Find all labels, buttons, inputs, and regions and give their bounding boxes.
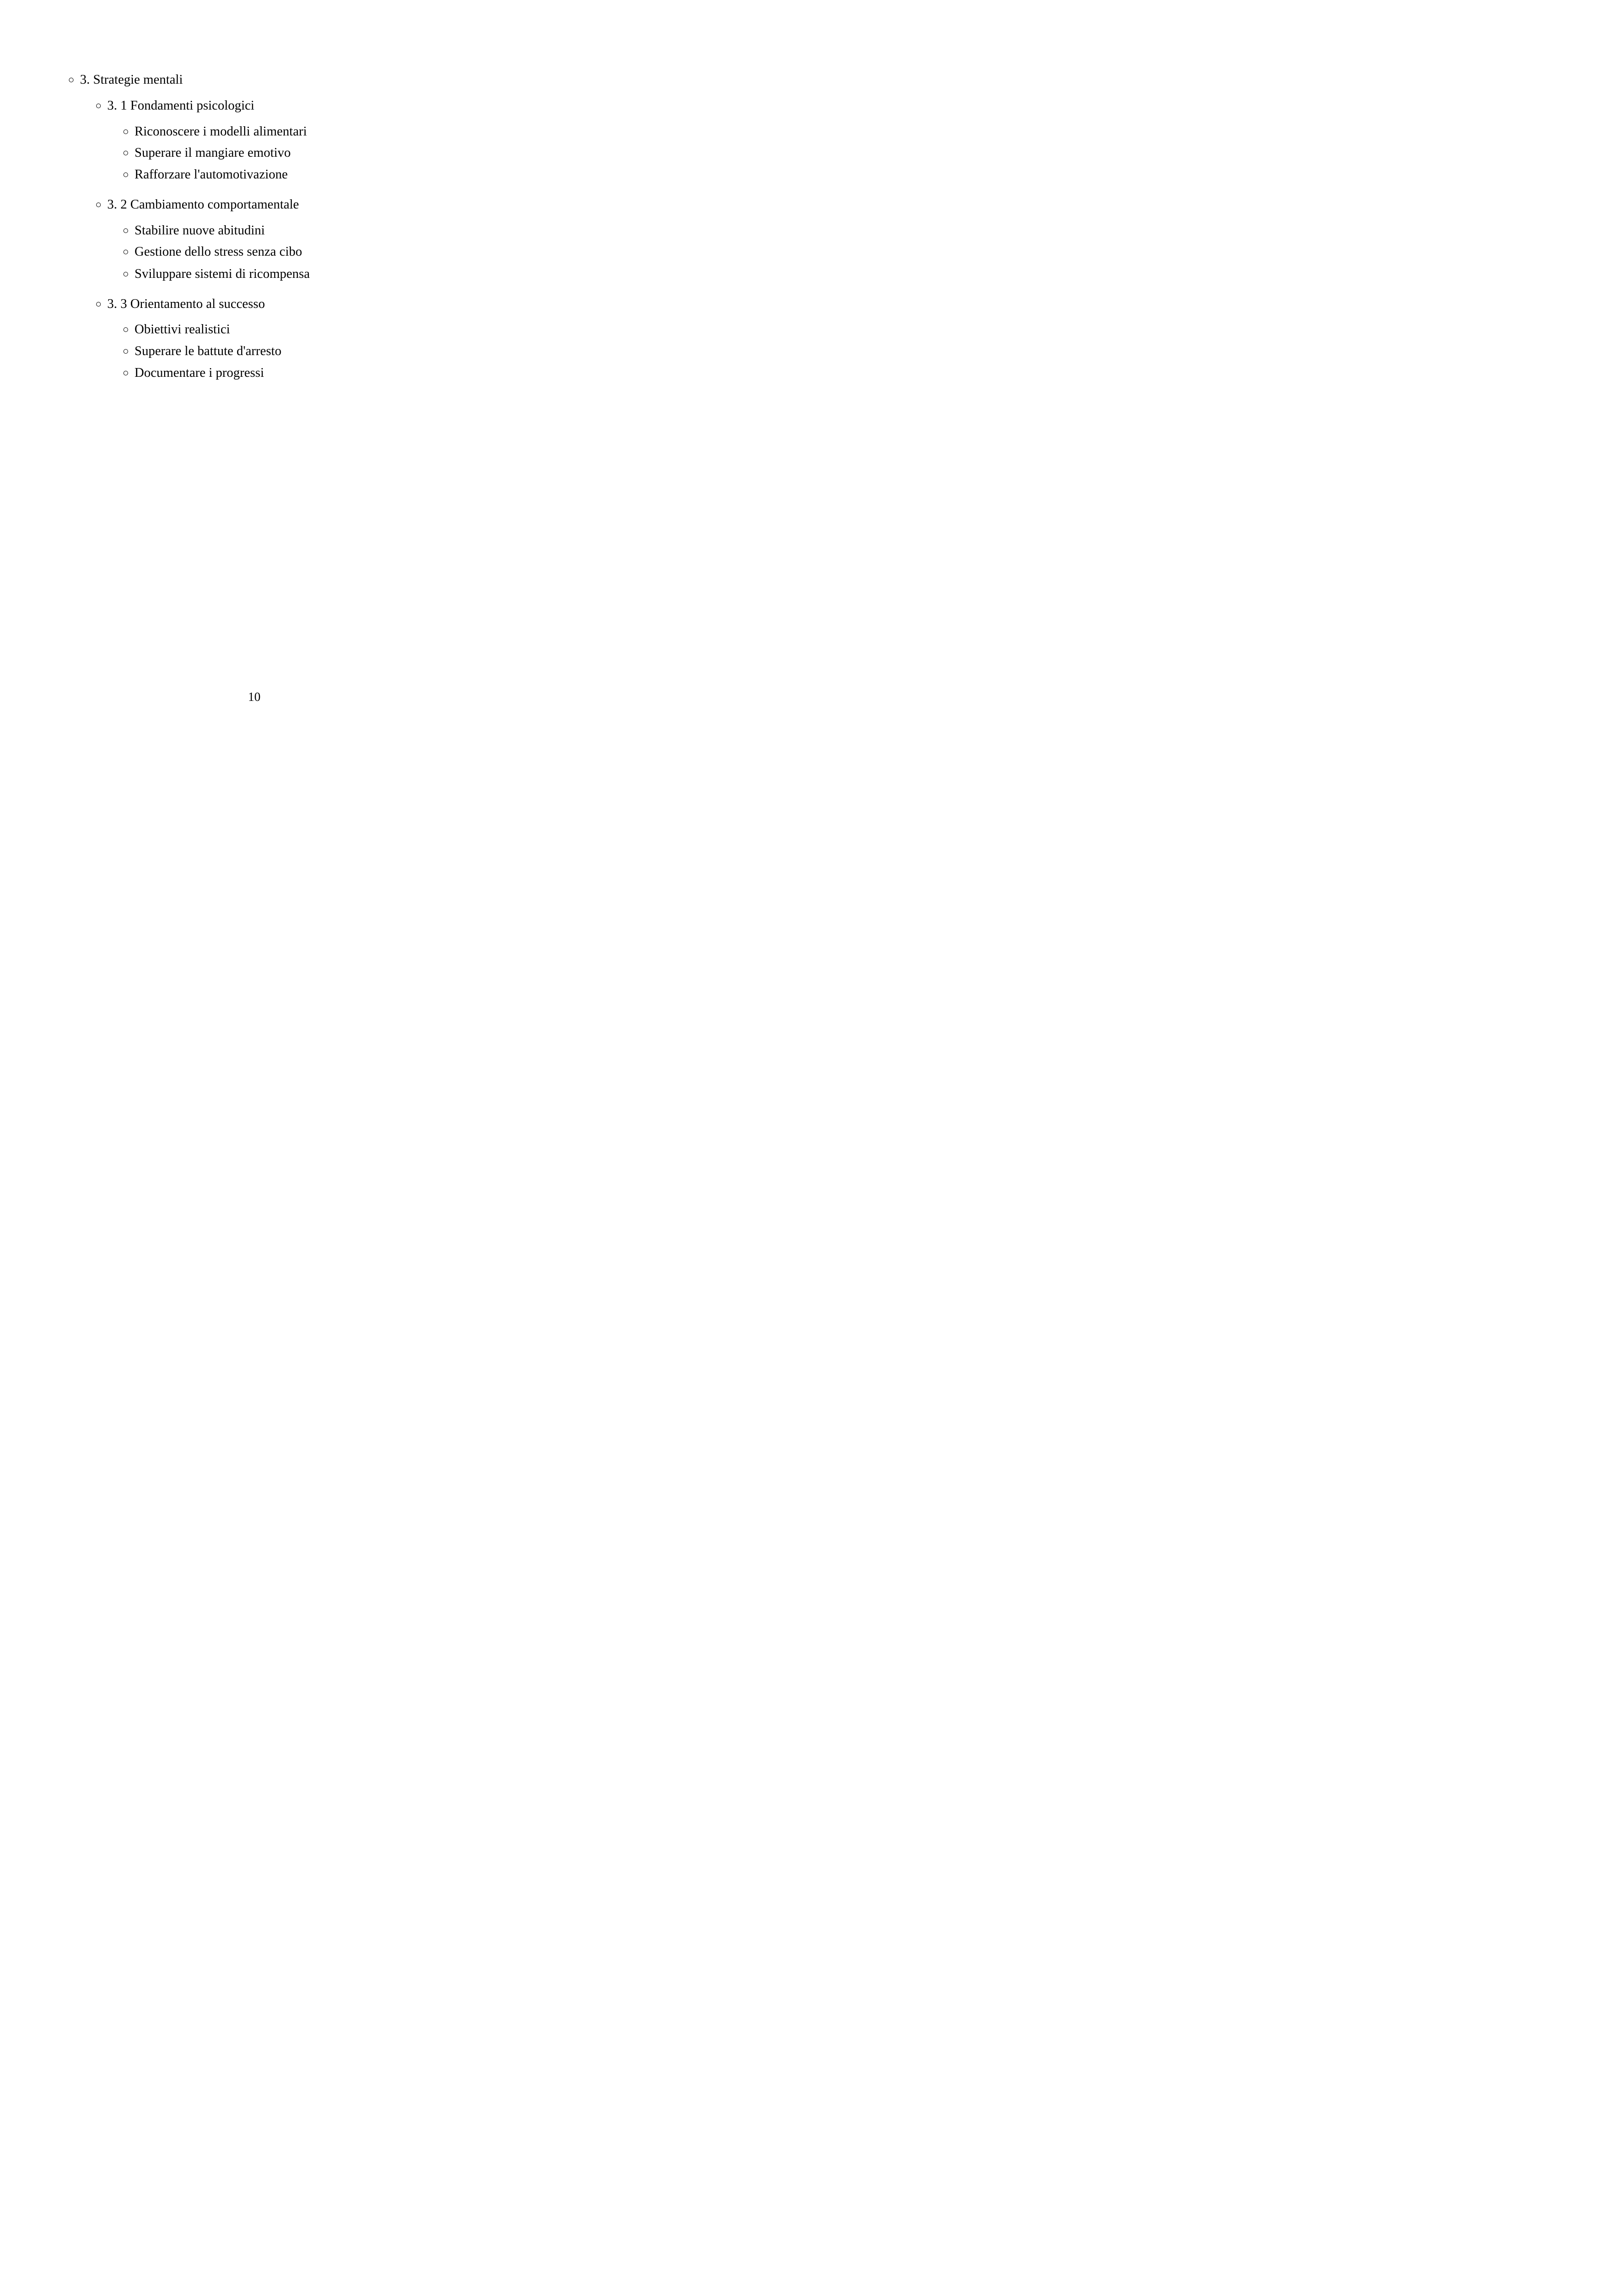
document-page bbox=[0, 0, 509, 722]
toc-item bbox=[123, 224, 265, 238]
toc-chapter-label: 3. Strategie mentali bbox=[80, 73, 183, 87]
toc-item bbox=[123, 147, 291, 160]
circle-bullet-icon bbox=[123, 272, 128, 276]
toc-item-label: Superare le battute d'arresto bbox=[135, 344, 282, 358]
toc-item-label: Superare il mangiare emotivo bbox=[135, 146, 291, 160]
toc-section bbox=[96, 298, 265, 311]
toc-section bbox=[96, 198, 299, 212]
toc-item-label: Sviluppare sistemi di ricompensa bbox=[135, 267, 310, 281]
circle-bullet-icon bbox=[123, 250, 128, 254]
toc-section bbox=[96, 99, 254, 113]
toc-item-label: Stabilire nuove abitudini bbox=[135, 223, 265, 238]
toc-item bbox=[123, 246, 302, 259]
circle-bullet-icon bbox=[69, 78, 74, 82]
toc-chapter bbox=[69, 74, 183, 87]
toc-item-label: Gestione dello stress senza cibo bbox=[135, 245, 302, 259]
circle-bullet-icon bbox=[123, 228, 128, 233]
toc-item bbox=[123, 168, 288, 182]
circle-bullet-icon bbox=[96, 104, 101, 108]
circle-bullet-icon bbox=[123, 151, 128, 155]
circle-bullet-icon bbox=[96, 302, 101, 307]
circle-bullet-icon bbox=[96, 203, 101, 207]
circle-bullet-icon bbox=[123, 172, 128, 177]
toc-item bbox=[123, 323, 230, 337]
circle-bullet-icon bbox=[123, 327, 128, 332]
toc-item-label: Documentare i progressi bbox=[135, 366, 264, 380]
page-number: 10 bbox=[248, 690, 261, 704]
toc-item bbox=[123, 367, 264, 380]
toc-section-label: 3. 3 Orientamento al successo bbox=[107, 297, 265, 311]
circle-bullet-icon bbox=[123, 371, 128, 375]
circle-bullet-icon bbox=[123, 349, 128, 354]
toc-item-label: Rafforzare l'automotivazione bbox=[135, 167, 288, 182]
toc-item bbox=[123, 125, 307, 139]
toc-item-label: Riconoscere i modelli alimentari bbox=[135, 124, 307, 139]
toc-section-label: 3. 2 Cambiamento comportamentale bbox=[107, 197, 299, 212]
toc-section-label: 3. 1 Fondamenti psicologici bbox=[107, 98, 255, 113]
toc-item bbox=[123, 345, 282, 358]
circle-bullet-icon bbox=[123, 129, 128, 134]
toc-item-label: Obiettivi realistici bbox=[135, 322, 230, 337]
toc-item bbox=[123, 268, 310, 281]
